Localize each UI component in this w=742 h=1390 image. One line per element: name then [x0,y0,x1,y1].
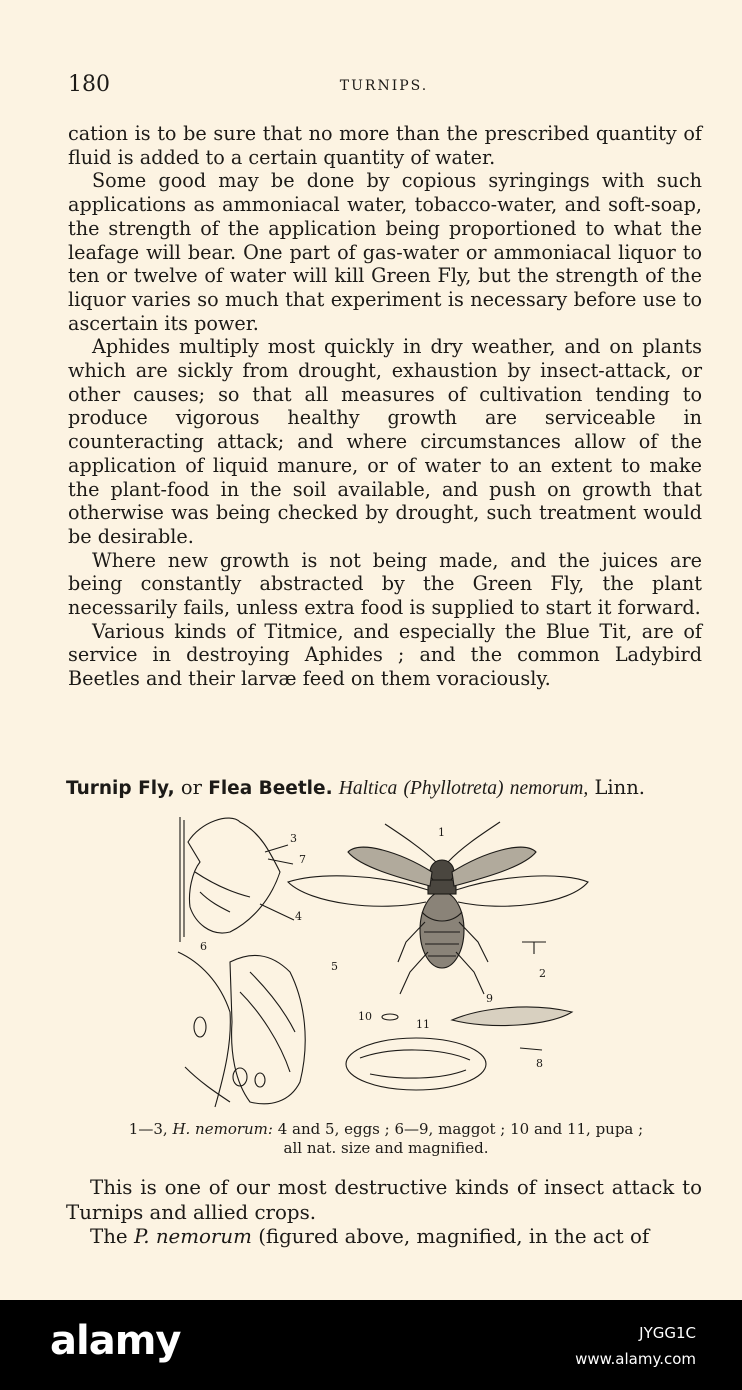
figure-label: 8 [536,1057,543,1070]
lower-body-text [66,1176,702,1250]
section-heading-or: or [180,776,202,799]
taxon-author: Linn. [594,776,645,799]
figure-label: 5 [331,960,338,973]
watermark-bar [0,1300,742,1390]
running-head: TURNIPS. [339,78,429,94]
flea-beetle-illustration [170,812,590,1112]
section-heading: Turnip Fly, [66,778,175,799]
watermark-logo: alamy [50,1318,181,1364]
figure-caption [110,1120,662,1158]
caption-prefix: 1—3, [128,1120,168,1138]
paragraph-final [66,1225,702,1250]
caption-line2: all nat. size and magnified. [283,1139,489,1157]
figure-label: 11 [416,1018,430,1031]
paragraph: Aphides multiply most quickly in dry weather, and on plants which are sickly from drought, exhaustion by insect-attack, or other causes; so that all measures of cultivation tending to produce vigorous healthy growth are serviceable in counteracting attack; and where circumstances allow of the application of liquid manure, or of water to an extent to make the plant-food in the soil available, and push on growth that otherwise was being checked by drought, such treatment would be desirable. [68,335,702,548]
species-name: nemorum, [509,778,589,799]
final-start: The [90,1225,128,1248]
site-url: www.alamy.com [575,1350,696,1368]
page-header [68,72,700,102]
paragraph: Various kinds of Titmice, and especially the Blue Tit, are of service in destroying Aphides ; and the common Ladybird Beetles and their larvæ feed on them voraciously. [68,619,702,691]
caption-species: H. nemorum: [172,1120,273,1138]
page-number: 180 [68,72,110,97]
figure-label: 10 [358,1010,372,1023]
paragraph: Where new growth is not being made, and the juices are being constantly abstracted by the Green Fly, the plant necessarily fails, unless extra food is supplied to start it forward. [68,548,702,620]
caption-line1: 4 and 5, eggs ; 6—9, maggot ; 10 and 11, pupa ; [272,1120,644,1138]
figure-label: 4 [295,910,302,923]
subgenus-name: (Phyllotreta) [403,778,504,799]
genus-name: Haltica [338,778,398,799]
figure-label: 7 [299,853,306,866]
final-rest: (figured above, magnified, in the act of [258,1225,650,1248]
final-species: P. nemorum [133,1225,252,1248]
image-id: JYGG1C [639,1324,696,1342]
figure-label: 3 [290,832,297,845]
body-text [68,122,702,691]
figure-label: 1 [438,826,445,839]
paragraph: cation is to be sure that no more than the prescribed quantity of fluid is added to a certain quantity of water. [68,122,702,169]
figure-label: 6 [200,940,207,953]
figure-label: 2 [539,967,546,980]
section-heading-alt: Flea Beetle. [208,778,333,799]
section-title [66,776,706,800]
paragraph: This is one of our most destructive kinds of insect attack to Turnips and allied crops. [66,1176,702,1224]
paragraph: Some good may be done by copious syringings with such applications as ammoniacal water, tobacco-water, and soft-soap, the strength of the application being proportioned to what the leafage will bear. One part of gas-water or ammoniacal liquor to ten or twelve of water will kill Green Fly, but the strength of the liquor varies so much that experiment is necessary before use to ascertain its power. [68,169,702,335]
figure-label: 9 [486,992,493,1005]
